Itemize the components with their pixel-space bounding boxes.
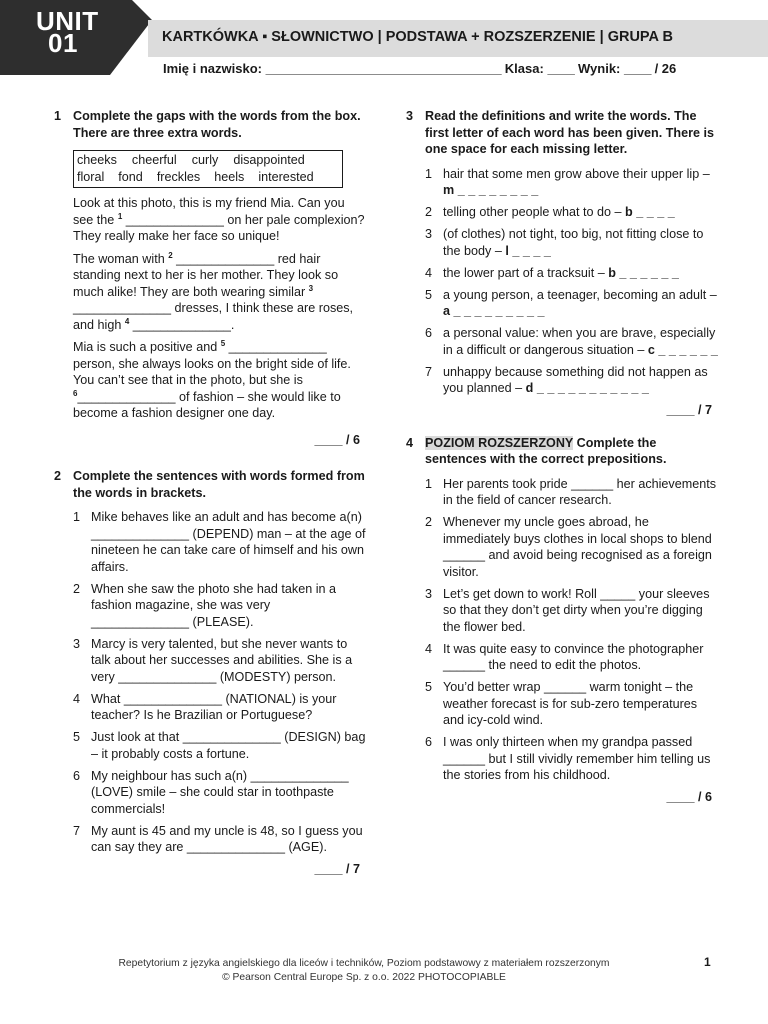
- list-item: [425, 226, 718, 259]
- word-box-item: floral: [77, 170, 105, 184]
- list-item: [425, 734, 718, 784]
- task-1-text: [73, 195, 366, 422]
- text-fragment: ______________ person, she always looks on the bright side of life. You can’t see that in the photo, but she is: [73, 340, 351, 387]
- answer-blank: b _ _ _ _ _ _: [608, 265, 679, 280]
- answer-blank: a _ _ _ _ _ _ _ _ _: [443, 304, 545, 318]
- text-fragment: Look at this photo, this is my friend Mia. Can you see the: [73, 196, 345, 227]
- page-title: KARTKÓWKA ▪ SŁOWNICTWO | PODSTAWA + ROZSZERZENIE | GRUPA B: [162, 29, 673, 45]
- task-2-items: [73, 509, 366, 856]
- answer-blank: l _ _ _ _: [505, 243, 551, 258]
- word-box-row: [74, 169, 342, 186]
- level-badge: POZIOM ROZSZERZONY: [425, 435, 574, 450]
- result-label: Wynik:: [578, 61, 621, 76]
- list-item: [425, 364, 718, 397]
- page-number: 1: [704, 955, 711, 969]
- list-item: [425, 287, 718, 320]
- item-number: 7: [425, 364, 433, 379]
- text-fragment: ______________ dresses, I think these are roses, and high: [73, 301, 354, 332]
- item-text: Whenever my uncle goes abroad, he immediately buys clothes in local shops to blend ______ and avoid being recognised as a foreign visitor.: [443, 515, 712, 579]
- gap-number: 6: [73, 388, 78, 398]
- name-label: Imię i nazwisko:: [163, 61, 262, 76]
- item-number: 5: [425, 287, 433, 302]
- word-box-item: freckles: [156, 170, 201, 184]
- item-number: 4: [73, 691, 81, 706]
- list-item: [73, 729, 366, 762]
- answer-blank: b _ _ _ _: [625, 205, 675, 219]
- task-1: [54, 108, 366, 448]
- item-number: 1: [425, 476, 433, 491]
- name-field[interactable]: ___________________________________: [265, 61, 502, 76]
- item-text: Just look at that ______________ (DESIGN) bag – it probably costs a fortune.: [91, 730, 366, 761]
- class-field[interactable]: ____: [547, 61, 575, 76]
- definition: hair that some men grow above their upper lip –: [443, 166, 710, 181]
- definition: (of clothes) not tight, too big, not fitting close to the body –: [443, 227, 704, 258]
- word-box-item: disappointed: [233, 153, 305, 167]
- word-box-item: cheeks: [77, 153, 117, 167]
- word-box-item: heels: [214, 170, 245, 184]
- list-item: [73, 509, 366, 575]
- item-number: 3: [73, 636, 81, 651]
- item-number: 3: [425, 227, 433, 241]
- task-1-score: ____ / 6: [314, 432, 360, 447]
- item-text: My neighbour has such a(n) ______________ (LOVE) smile – she could star in toothpaste commercials!: [91, 768, 349, 816]
- item-text: My aunt is 45 and my uncle is 48, so I guess you can say they are ______________ (AGE).: [91, 823, 363, 854]
- item-number: 4: [425, 265, 433, 280]
- gap-number: 4: [124, 316, 130, 326]
- paragraph: [73, 195, 366, 245]
- unit-number: 01: [48, 28, 78, 58]
- task-3: [406, 108, 718, 419]
- item-text: [443, 226, 718, 259]
- task-instruction: Complete the gaps with the words from the box. There are three extra words.: [73, 109, 361, 140]
- task-4: [406, 435, 718, 806]
- text-fragment: The woman with: [73, 251, 169, 266]
- unit-label: [36, 6, 99, 58]
- paragraph: [73, 339, 366, 422]
- item-text: It was quite easy to convince the photographer ______ the need to edit the photos.: [443, 641, 704, 672]
- list-item: [425, 679, 718, 729]
- task-3-items: [425, 166, 718, 397]
- text-fragment: ______________ of fashion – she would like to become a fashion designer one day.: [73, 389, 341, 420]
- word-box-item: fond: [118, 170, 143, 184]
- answer-blank: d _ _ _ _ _ _ _ _ _ _ _: [525, 381, 649, 395]
- item-text: I was only thirteen when my grandpa passed ______ but I still vividly remember him telling us the stories from his childhood.: [443, 735, 711, 782]
- gap-number: 3: [308, 283, 314, 293]
- item-text: Her parents took pride ______ her achievements in the field of cancer research.: [443, 476, 717, 507]
- task-3-heading: [406, 108, 718, 158]
- task-number: 2: [54, 469, 62, 483]
- list-item: [425, 476, 718, 509]
- answer-blank: m _ _ _ _ _ _ _ _: [443, 183, 539, 197]
- word-box-item: cheerful: [131, 153, 177, 167]
- item-text: [443, 204, 718, 221]
- word-box-item: interested: [258, 170, 314, 184]
- text-fragment: Mia is such a positive and: [73, 340, 221, 354]
- unit-word: UNIT: [36, 6, 99, 36]
- task-2-heading: [54, 468, 366, 501]
- word-box-row: [74, 152, 342, 169]
- list-item: [73, 581, 366, 631]
- item-text: You’d better wrap ______ warm tonight – the weather forecast is for sub-zero temperatures and icy-cold wind.: [443, 680, 698, 727]
- task-4-items: [425, 476, 718, 784]
- item-number: 2: [425, 515, 433, 529]
- right-column: [406, 108, 718, 806]
- task-2-score: ____ / 7: [314, 862, 360, 876]
- result-total: / 26: [654, 61, 677, 76]
- item-text: Let’s get down to work! Roll _____ your sleeves so that they don’t get dirty when you’re digging the flower bed.: [443, 586, 710, 634]
- gap-number: 5: [220, 338, 226, 348]
- item-text: [443, 287, 718, 320]
- task-number: 1: [54, 109, 62, 123]
- text-fragment: ______________ on her pale complexion? They really make her face so unique!: [73, 212, 365, 243]
- item-text: [443, 265, 718, 282]
- item-number: 7: [73, 823, 81, 838]
- footer: [0, 957, 728, 985]
- task-number: 4: [406, 435, 414, 450]
- list-item: [425, 325, 718, 358]
- item-text: [443, 364, 718, 397]
- task-4-score: ____ / 6: [666, 790, 712, 804]
- text-fragment: ______________.: [129, 317, 235, 332]
- list-item: [425, 166, 718, 199]
- definition: telling other people what to do –: [443, 205, 626, 219]
- task-instruction: [425, 435, 718, 468]
- item-text: Marcy is very talented, but she never wants to talk about her successes and abilities. She is a very ______________ (MODESTY) person.: [91, 636, 353, 684]
- item-number: 5: [73, 730, 81, 744]
- item-text: When she saw the photo she had taken in a fashion magazine, she was very ______________ (PLEASE).: [91, 581, 337, 629]
- item-text: Mike behaves like an adult and has become a(n) ______________ (DEPEND) man – at the age of nineteen he can take care of himself and his own affairs.: [91, 510, 366, 574]
- list-item: [73, 768, 366, 818]
- list-item: [73, 636, 366, 686]
- result-field[interactable]: ____: [624, 61, 651, 76]
- list-item: [73, 823, 366, 856]
- definition: the lower part of a tracksuit –: [443, 265, 609, 280]
- list-item: [425, 586, 718, 636]
- item-number: 1: [425, 166, 433, 181]
- class-label: Klasa:: [504, 61, 544, 76]
- student-info-line: [163, 61, 676, 76]
- list-item: [425, 641, 718, 674]
- definition: a young person, a teenager, becoming an adult –: [443, 287, 717, 302]
- item-number: 6: [425, 735, 433, 749]
- list-item: [425, 204, 718, 221]
- item-number: 2: [73, 581, 81, 596]
- left-column: [54, 108, 366, 878]
- list-item: [425, 514, 718, 580]
- task-3-score: ____ / 7: [666, 403, 712, 417]
- item-number: 4: [425, 641, 433, 656]
- task-1-heading: [54, 108, 366, 141]
- gap-number: 1: [117, 211, 123, 221]
- word-box-item: curly: [191, 153, 219, 167]
- item-number: 3: [425, 586, 433, 601]
- item-text: [443, 166, 718, 199]
- header-bar: [148, 20, 768, 57]
- item-number: 6: [425, 326, 433, 340]
- list-item: [73, 691, 366, 724]
- instruction-text: Complete the sentences with the correct prepositions.: [425, 435, 667, 466]
- item-number: 1: [73, 510, 81, 524]
- footer-copyright: © Pearson Central Europe Sp. z o.o. 2022 PHOTOCOPIABLE: [222, 972, 506, 983]
- task-4-heading: [406, 435, 718, 468]
- gap-number: 2: [168, 250, 173, 260]
- item-number: 5: [425, 680, 433, 694]
- task-2: [54, 468, 366, 878]
- definition: a personal value: when you are brave, especially in a difficult or dangerous situation –: [443, 326, 716, 357]
- list-item: [425, 265, 718, 282]
- answer-blank: c _ _ _ _ _ _: [647, 342, 718, 357]
- footer-publication: Repetytorium z języka angielskiego dla liceów i techników, Poziom podstawowy z materiałem rozszerzonym: [118, 958, 610, 969]
- task-instruction: Complete the sentences with words formed from the words in brackets.: [73, 469, 365, 500]
- item-text: [443, 325, 718, 358]
- task-instruction: Read the definitions and write the words. The first letter of each word has been given. There is one space for each missing letter.: [425, 109, 715, 156]
- task-number: 3: [406, 109, 414, 123]
- paragraph: [73, 251, 366, 334]
- item-text: What ______________ (NATIONAL) is your teacher? Is he Brazilian or Portuguese?: [91, 691, 337, 722]
- word-box: [73, 150, 343, 188]
- definition: unhappy because something did not happen as you planned –: [443, 364, 708, 395]
- item-number: 2: [425, 205, 433, 219]
- item-number: 6: [73, 768, 81, 783]
- text-fragment: ______________ red hair standing next to her is her mother. They look so much alike! They are both wearing similar: [73, 251, 339, 299]
